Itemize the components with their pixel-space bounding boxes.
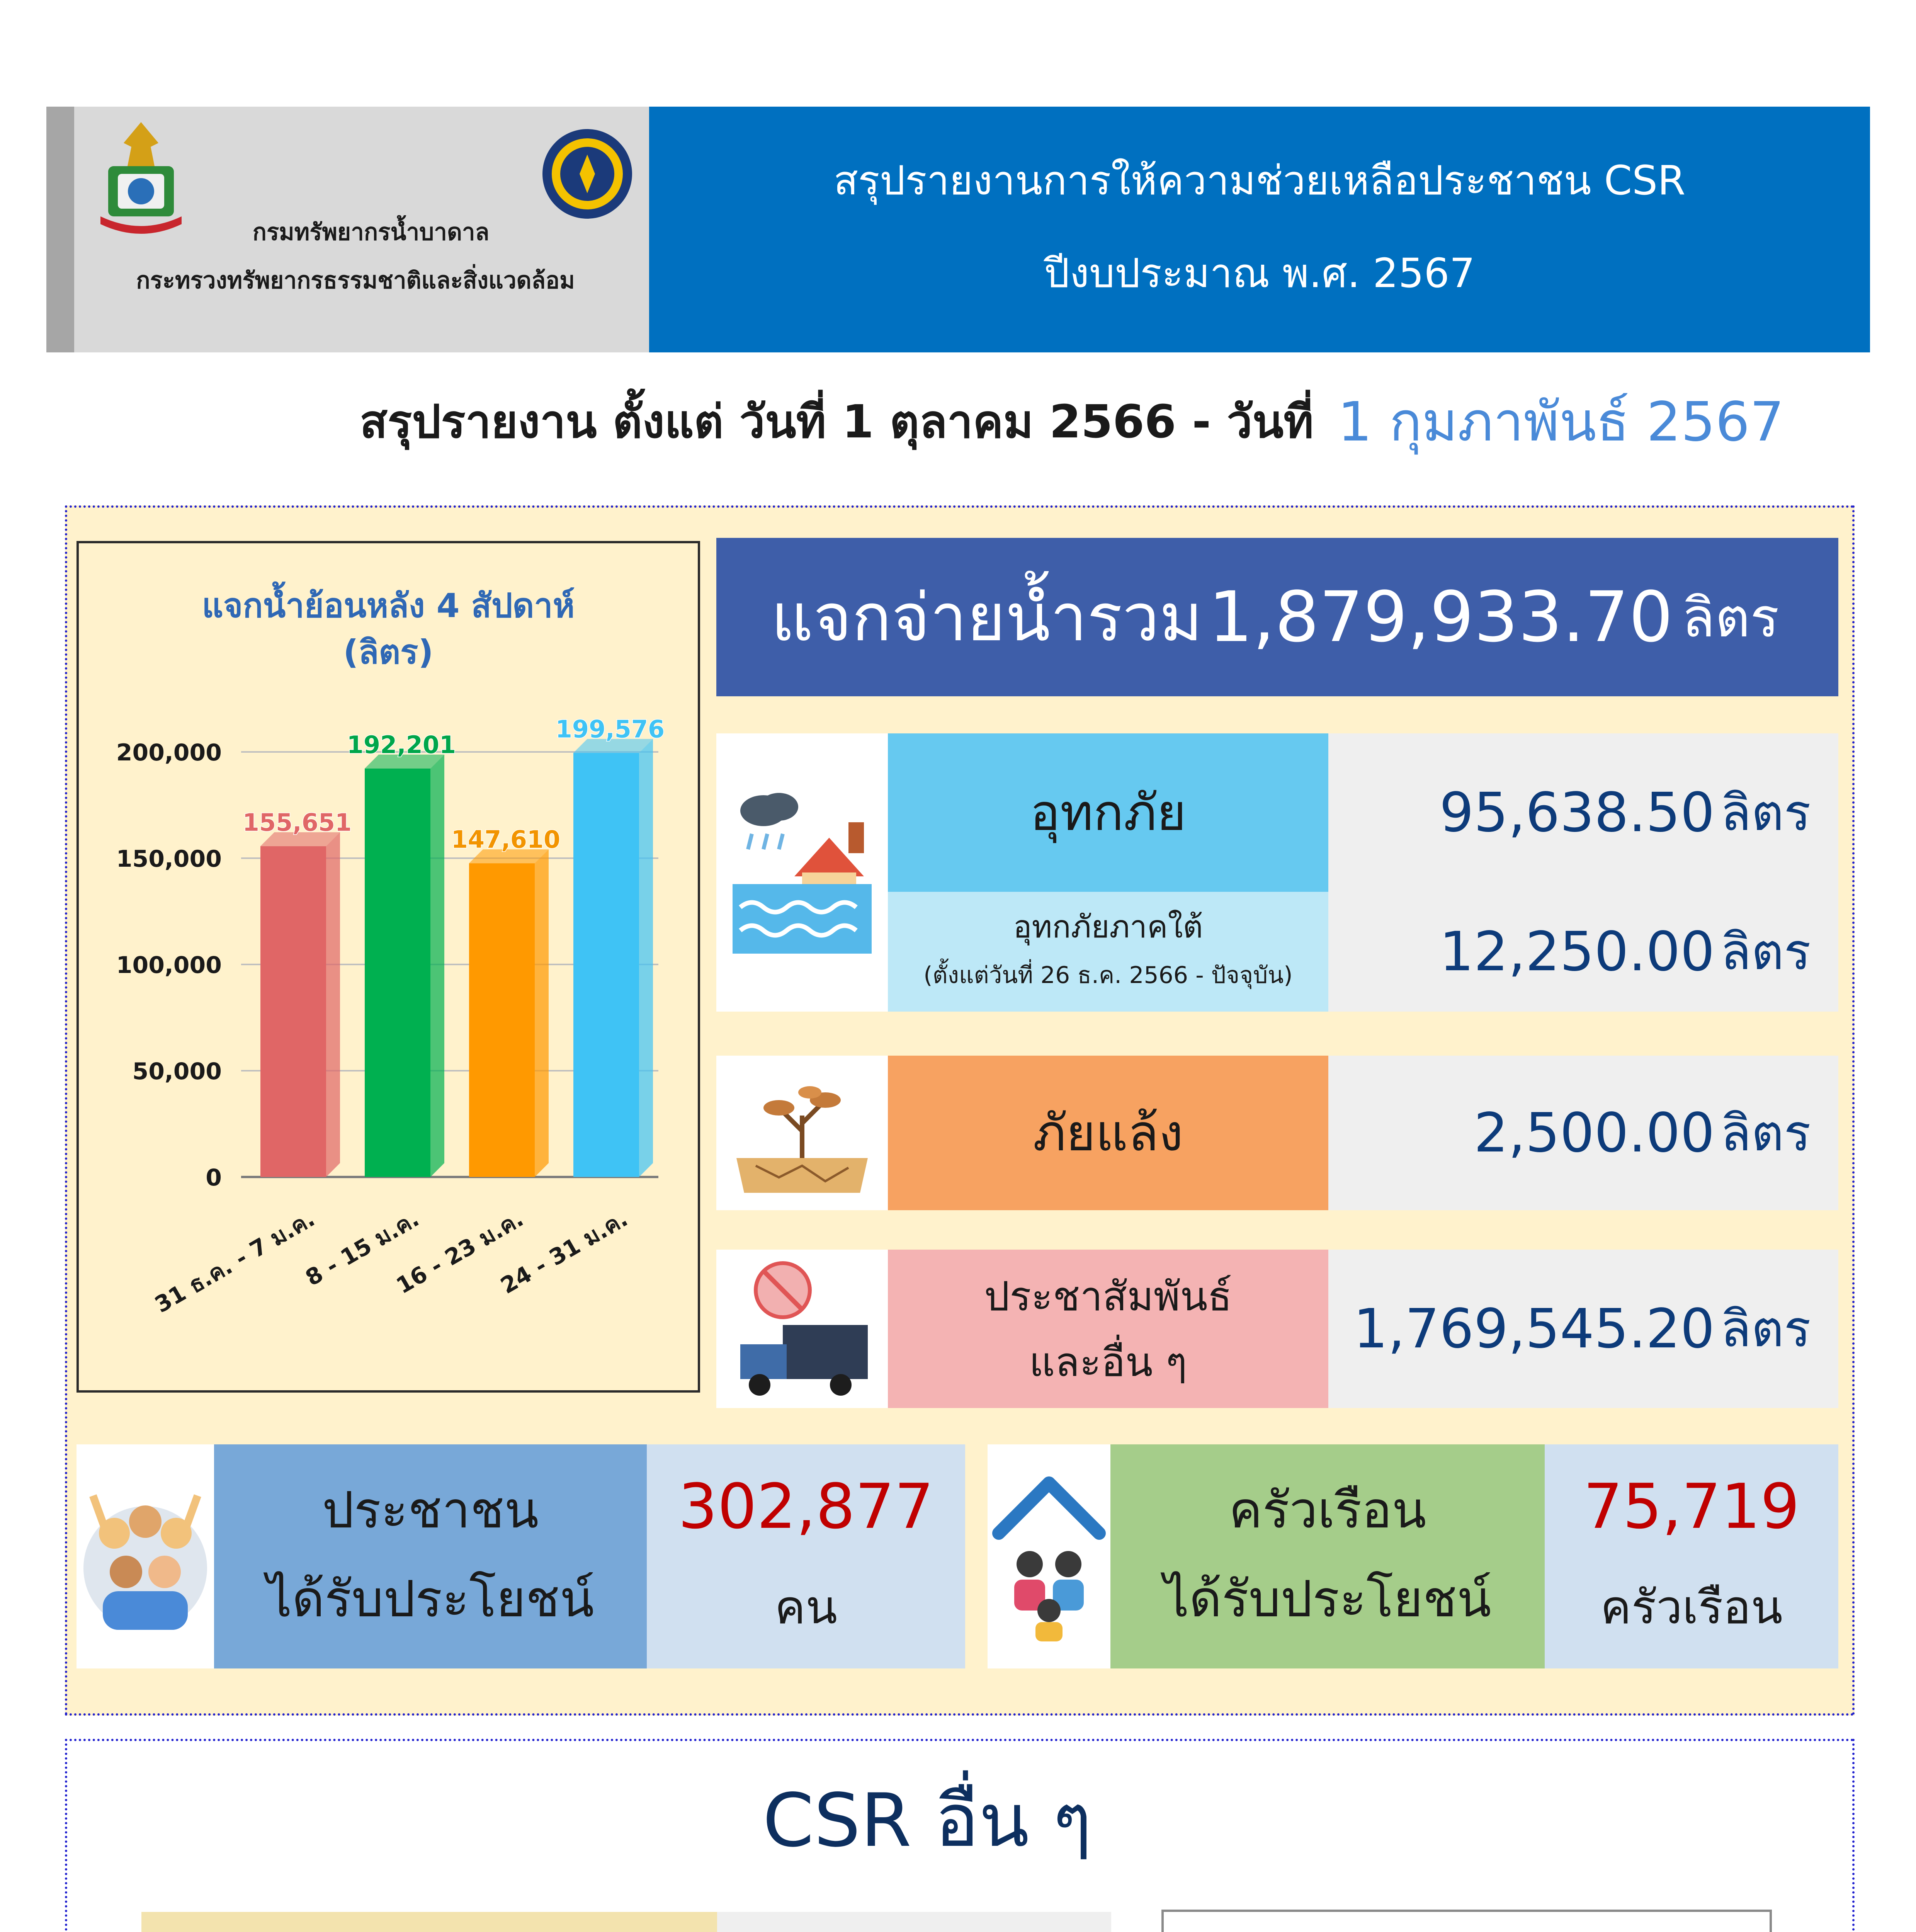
y-tick-label: 50,000 [132,1058,222,1085]
people-value: 302,877 [678,1470,934,1543]
bar-value-label: 199,576 [555,715,665,743]
bar-chart-title-unit: (ลิตร) [343,633,434,672]
x-tick-label: 24 - 31 ม.ค. [496,1205,632,1299]
y-tick-label: 0 [206,1164,222,1191]
house-family-icon [988,1444,1110,1668]
bar [573,753,639,1177]
report-title-line2: ปีงบประมาณ พ.ศ. 2567 [1044,249,1475,297]
relations-unit: ลิตร [1720,1299,1811,1358]
y-tick-label: 150,000 [116,845,222,872]
report-period-prefix: สรุปรายงาน ตั้งแต่ วันที่ 1 ตุลาคม 2566 - วันที่ [360,395,1314,448]
total-water-label: แจกจ่ายน้ำรวม [771,580,1203,656]
household-label-line1: ครัวเรือน [1229,1481,1426,1539]
people-unit: คน [774,1580,838,1634]
total-water-panel [716,538,1838,696]
household-label-panel [1110,1444,1545,1668]
people-label-line2: ได้รับประโยชน์ [267,1570,594,1628]
bar [365,769,430,1177]
water-truck-icon [716,1250,888,1408]
bar-value-label: 155,651 [242,808,352,837]
relations-value: 1,769,545.20 [1353,1297,1715,1361]
dgr-round-seal-logo [541,128,634,220]
total-water-unit: ลิตร [1682,586,1779,650]
bar-side [535,849,549,1177]
bar-side [326,832,340,1177]
y-tick-label: 200,000 [116,739,222,766]
household-unit: ครัวเรือน [1600,1580,1783,1634]
y-tick-label: 100,000 [116,952,222,979]
csr-pie-chart [1161,1910,1772,1932]
bar-value-label: 147,610 [451,825,561,854]
flood-icon [716,733,888,1012]
people-label-panel [214,1444,647,1668]
drought-value: 2,500.00 [1474,1101,1715,1165]
drought-unit: ลิตร [1720,1104,1811,1162]
csr-item-value [717,1912,964,1932]
bar [469,863,535,1177]
people-value-panel [647,1444,965,1668]
bar [260,846,326,1177]
bar-chart-plot [79,543,698,1390]
bar-value-label: 192,201 [347,730,456,759]
x-tick-label: 16 - 23 ม.ค. [392,1205,528,1299]
relations-label-line2: และอื่น ๆ [1029,1338,1187,1386]
drought-label: ภัยแล้ง [888,1056,1328,1210]
report-period-end-date: 1 กุมภาพันธ์ 2567 [1338,390,1784,454]
relations-label-panel [888,1250,1328,1408]
csr-title: CSR อื่น ๆ [762,1778,1092,1863]
drought-icon [716,1056,888,1210]
pie-chart-plot [1164,1912,1770,1932]
flood-south-value: 12,250.00 [1439,920,1715,983]
x-tick-label: 8 - 15 ม.ค. [301,1205,423,1291]
flood-value: 95,638.50 [1439,781,1715,844]
weekly-bar-chart [77,541,700,1393]
csr-item-unit [981,1912,1105,1932]
people-label-line1: ประชาชน [322,1481,539,1539]
dgr-emblem-logo [97,120,185,236]
org-name: กรมทรัพยากรน้ำบาดาล [252,218,490,246]
bar-side [639,739,653,1177]
crowd-icon [77,1444,214,1668]
header-accent-bar [46,107,74,352]
csr-item-label [141,1912,717,1932]
total-water-value: 1,879,933.70 [1208,577,1673,658]
household-label-line2: ได้รับประโยชน์ [1164,1570,1491,1628]
flood-unit: ลิตร [1720,783,1811,842]
bar-chart-title: แจกน้ำย้อนหลัง 4 สัปดาห์ [202,586,575,625]
flood-south-sublabel: (ตั้งแต่วันที่ 26 ธ.ค. 2566 - ปัจจุบัน) [923,961,1293,989]
household-value: 75,719 [1583,1470,1800,1543]
flood-south-label: อุทกภัยภาคใต้ [1013,908,1203,945]
x-tick-label: 31 ธ.ค. - 7 ม.ค. [150,1205,319,1318]
ministry-name: กระทรวงทรัพยากรธรรมชาติและสิ่งแวดล้อม [136,267,575,294]
report-title-line1: สรุปรายงานการให้ความช่วยเหลือประชาชน CSR [833,156,1686,204]
bar-side [430,755,444,1177]
flood-label: อุทกภัย [888,733,1328,892]
flood-south-unit: ลิตร [1720,922,1811,981]
household-value-panel [1545,1444,1838,1668]
header-title-panel [649,107,1870,352]
relations-label-line1: ประชาสัมพันธ์ [984,1272,1232,1320]
flood-south-label-panel [888,892,1328,1012]
